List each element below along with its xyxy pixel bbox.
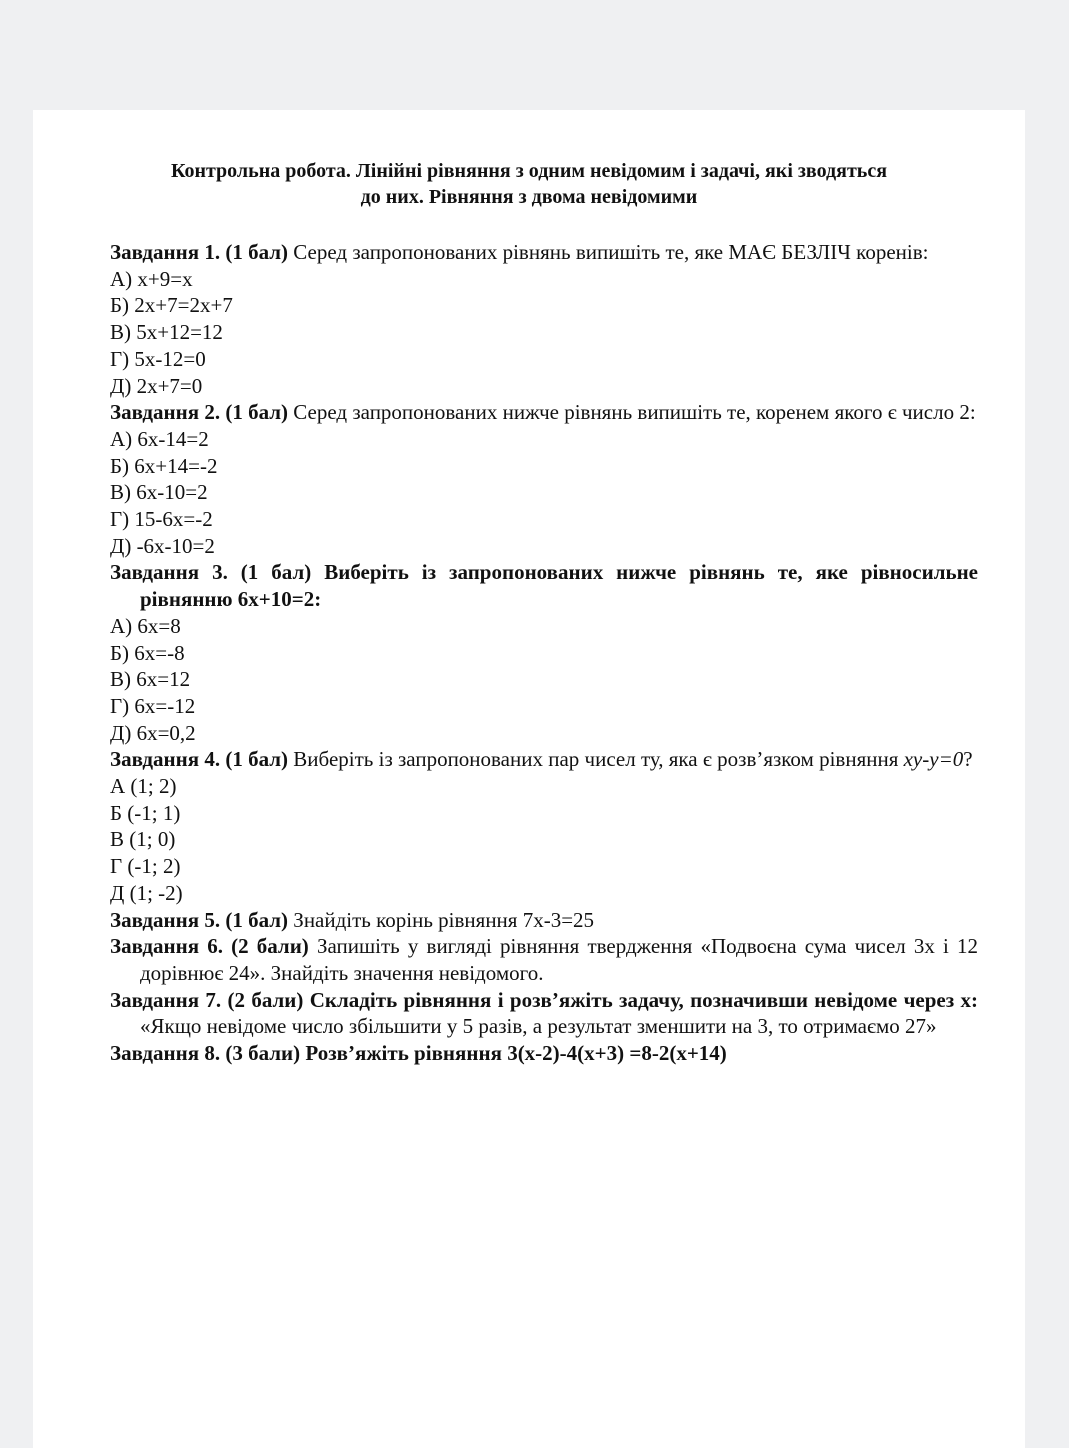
- option: А) 6х=8: [110, 613, 181, 638]
- option: Б) 2х+7=2х+7: [110, 293, 233, 318]
- title-line-1: Контрольна робота. Лінійні рівняння з одним невідомим і задачі, які зводяться: [170, 160, 888, 182]
- task-heading: Завдання 5. (1 бал): [110, 907, 289, 932]
- task-text-tail: ?: [963, 747, 973, 772]
- document-title: [33, 158, 1025, 210]
- option: А) 6х-14=2: [110, 426, 209, 451]
- task-heading: Завдання 3. (1 бал): [110, 560, 312, 585]
- task-heading: Завдання 8. (3 бали): [110, 1041, 301, 1066]
- task-5: [110, 907, 978, 934]
- task-6: [110, 933, 978, 986]
- option: Б (-1; 1): [110, 800, 181, 825]
- option: Д) 2х+7=0: [110, 373, 203, 398]
- option: Г) 15-6х=-2: [110, 507, 213, 532]
- task-text: Серед запропонованих рівнянь випишіть те, яке МАЄ БЕЗЛІЧ коренів:: [293, 240, 929, 264]
- task-7: [110, 987, 978, 1040]
- task-8: [110, 1040, 978, 1067]
- task-heading: Завдання 6. (2 бали): [110, 934, 309, 959]
- task-heading: Завдання 4. (1 бал): [110, 747, 289, 772]
- task-equation: xy-y=0: [903, 747, 964, 772]
- option: Д (1; -2): [110, 880, 183, 905]
- task-text: Запишіть у вигляді рівняння твердження «Подвоєна сума чисел 3х і 12 дорівнює 24». Знайдіть значення невідомого.: [140, 934, 979, 985]
- task-4: [110, 746, 978, 773]
- option: Г) 5х-12=0: [110, 346, 206, 371]
- option: Б) 6х+14=-2: [110, 453, 218, 478]
- document-page: [33, 110, 1025, 1448]
- task-instruction: Складіть рівняння і розв’яжіть задачу, позначивши невідоме через х:: [309, 987, 979, 1012]
- task-text: Розв’яжіть рівняння 3(х-2)-4(х+3) =8-2(х+14): [305, 1041, 727, 1066]
- task-text: Виберіть із запропонованих пар чисел ту, яка є розв’язком рівняння: [293, 747, 899, 772]
- title-line-2: до них. Рівняння з двома невідомими: [360, 186, 698, 208]
- option: Д) 6х=0,2: [110, 720, 196, 745]
- task-heading: Завдання 2. (1 бал): [110, 400, 289, 425]
- option: А (1; 2): [110, 774, 177, 799]
- option: Д) -6х-10=2: [110, 533, 215, 558]
- task-heading: Завдання 7. (2 бали): [110, 987, 304, 1012]
- task-text: «Якщо невідоме число збільшити у 5 разів, а результат зменшити на 3, то отримаємо 27»: [140, 1014, 937, 1039]
- option: Г (-1; 2): [110, 854, 181, 879]
- task-2: [110, 399, 978, 426]
- task-text: Серед запропонованих нижче рівнянь випишіть те, коренем якого є число 2:: [293, 400, 976, 425]
- option: В) 6х-10=2: [110, 480, 208, 505]
- option: В) 6х=12: [110, 667, 191, 692]
- option: Г) 6х=-12: [110, 693, 196, 718]
- task-list: [110, 239, 978, 1067]
- task-text: Виберіть із запропонованих нижче рівнянь те, яке рівносильне рівнянню 6х+10=2:: [140, 560, 978, 612]
- task-heading: Завдання 1. (1 бал): [110, 240, 289, 264]
- option: В (1; 0): [110, 827, 176, 852]
- option: В) 5х+12=12: [110, 320, 223, 345]
- option: Б) 6х=-8: [110, 640, 185, 665]
- task-3: [110, 559, 978, 612]
- task-1: [110, 239, 978, 266]
- task-text: Знайдіть корінь рівняння 7х-3=25: [293, 907, 595, 932]
- option: А) х+9=х: [110, 266, 193, 291]
